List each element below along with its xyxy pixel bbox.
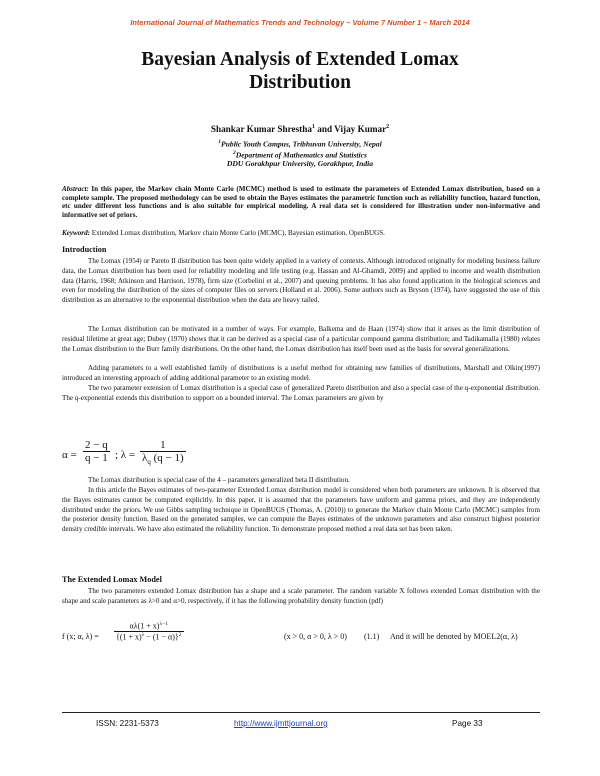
affiliation-1-sup: 1 <box>218 139 222 145</box>
lambda-den-sub: q <box>147 458 151 467</box>
intro-paragraph-4: The two parameter extension of Lomax distribution is a special case of generalized Pareto distribution and also a special case of the q-exponential distribution. The q-exponential extends this distribution to support on a bounded interval. The Lomax parameters are given by <box>62 384 540 402</box>
lambda-symbol: ; λ = <box>115 449 136 461</box>
section-heading-introduction: Introduction <box>62 245 107 254</box>
pdf-note: And it will be denoted by MOEL2(α, λ) <box>390 632 518 641</box>
after-formula-paragraph-2: In this article the Bayes estimates of two-parameter Extended Lomax distribution model is considered when both parameters are unknown. It is observed that the Bayes estimates cannot be computed explicitly. In this paper, it is assumed that the parameters have uniform and gamma priors, and they are independently distributed under the priors. We use Gibbs sampling technique in OpenBUGS (Thomas, A. (2010)) to generate the Markov chain Monte Carlo (MCMC) samples from the posterior density function. Based on the generated samples, we can compute the Bayes estimates of the unknown parameters and also construct highest posterior density credible intervals. We have also estimated the reliability function. To demonstrate proposed method a real data set has been taken. <box>62 486 540 534</box>
paper-title <box>60 48 540 94</box>
author-2-sup: 2 <box>386 124 390 130</box>
journal-header: International Journal of Mathematics Trends and Technology – Volume 7 Number 1 – March 2014 <box>130 18 470 27</box>
footer-page-number: Page 33 <box>452 719 483 728</box>
lambda-denominator <box>140 451 186 466</box>
author-list <box>60 124 540 134</box>
pdf-condition: (x > 0, α > 0, λ > 0) <box>284 632 347 641</box>
author-2: and Vijay Kumar <box>314 124 387 135</box>
lambda-den-symbol: λ <box>142 452 148 464</box>
intro-paragraph-1: The Lomax (1954) or Pareto II distribution has been quite widely applied in a variety of contexts. Although introduced originally for modeling business failure data, the Lomax distribution has been used for reliability modeling and life testing (e.g. Hassan and Al-Ghamdi, 2009) and applied to income and wealth distribution data (Harris, 1968; Atkinson and Harrison, 1978), firm size (Corbelini et al., 2007) and queuing problems. It has also found application in the biological sciences and even for modeling the distribution of the sizes of computer files on servers (Holland et al. 2006). Some authors such as Bryson (1974), have suggested the use of this distribution as an alternative to the exponential distribution when the data are heavy tailed. <box>62 257 540 305</box>
pdf-fraction <box>114 621 184 641</box>
pdf-den-base: {(1 + x) <box>116 632 142 642</box>
abstract-text: In this paper, the Markov chain Monte Carlo (MCMC) method is used to estimate the parameters of Extended Lomax distribution, based on a complete sample. The proposed methodology can be used to obtain the Bayes estimates the parametric function such as reliability function, hazard function, etc under different loss functions and is also suitable for empirical modeling. A real data set is considered for illustration under non-informative and informative set of priors. <box>62 185 540 219</box>
pdf-numerator-base: αλ(1 + x) <box>129 621 160 631</box>
author-1-sup: 1 <box>311 124 315 130</box>
affiliation-3: DDU Gorakhpur University, Gorakhpur, India <box>226 159 374 168</box>
lambda-numerator: 1 <box>160 439 166 451</box>
pdf-den-exp: λ <box>141 631 145 638</box>
intro-paragraph-2: The Lomax distribution can be motivated in a number of ways. For example, Balkema and de Haan (1974) show that it arises as the limit distribution of residual lifetime at great age; Dubey (1970) shows that it can be derived as a special case of a particular compound gamma distribution; and Tadikamalla (1980) relates the Lomax distribution to the Burr family distributions. On the other hand, the Lomax distribution has itself been used as the basis for several generalizations. <box>62 325 540 353</box>
pdf-den-rest: − (1 − α)} <box>144 632 179 642</box>
section-heading-extended-lomax: The Extended Lomax Model <box>62 575 162 584</box>
pdf-numerator-exp: λ−1 <box>159 621 168 627</box>
title-line-2: Distribution <box>249 72 351 93</box>
alpha-symbol: α = <box>62 449 77 461</box>
keywords-text: Extended Lomax distribution, Markov chain Monte Carlo (MCMC), Bayesian estimation, OpenBUGS. <box>89 229 385 237</box>
abstract-label: Abstract: <box>62 185 89 193</box>
pdf-lhs: f (x; α, λ) = <box>62 632 99 641</box>
lambda-den-rest: (q − 1) <box>150 452 184 464</box>
title-line-1: Bayesian Analysis of Extended Lomax <box>141 49 459 70</box>
alpha-denominator: q − 1 <box>85 452 108 464</box>
footer-journal-link[interactable]: http://www.ijmttjournal.org <box>234 719 328 728</box>
pdf-numerator <box>114 621 184 631</box>
lomax-parameter-equation <box>62 438 362 472</box>
keywords-label: Keyword: <box>62 229 90 237</box>
footer-rule <box>62 712 540 713</box>
model-paragraph-1: The two parameters extended Lomax distribution has a shape and a scale parameter. The random variable X follows extended Lomax distribution with the shape and scale parameters as λ>0 and α>0, respectively, if it has the following probability density function (pdf) <box>62 587 540 605</box>
keywords <box>62 229 540 238</box>
abstract <box>62 185 540 219</box>
footer-issn: ISSN: 2231-5373 <box>96 719 159 728</box>
lambda-fraction <box>140 439 186 466</box>
alpha-fraction <box>83 439 110 464</box>
equation-number: (1.1) <box>364 632 380 641</box>
pdf-equation <box>62 621 540 661</box>
after-formula-paragraph-1: The Lomax distribution is special case of the 4 – parameters generalized beta II distribution. <box>88 476 350 484</box>
intro-paragraph-3: Adding parameters to a well established family of distributions is a useful method for obtaining new families of distributions, Marshall and Olkin(1997) introduced an interesting approach of adding additional parameter to an existing model. <box>62 364 540 382</box>
affiliation-1-text: Public Youth Campus, Tribhuvan University, Nepal <box>221 139 382 149</box>
affiliation-2-text: Department of Mathematics and Statistics <box>235 150 367 160</box>
author-1: Shankar Kumar Shrestha <box>210 124 312 135</box>
affiliation-2-sup: 2 <box>233 150 236 156</box>
alpha-numerator: 2 − q <box>85 439 108 451</box>
pdf-denominator <box>114 631 184 642</box>
pdf-den-square: 2 <box>178 631 182 638</box>
